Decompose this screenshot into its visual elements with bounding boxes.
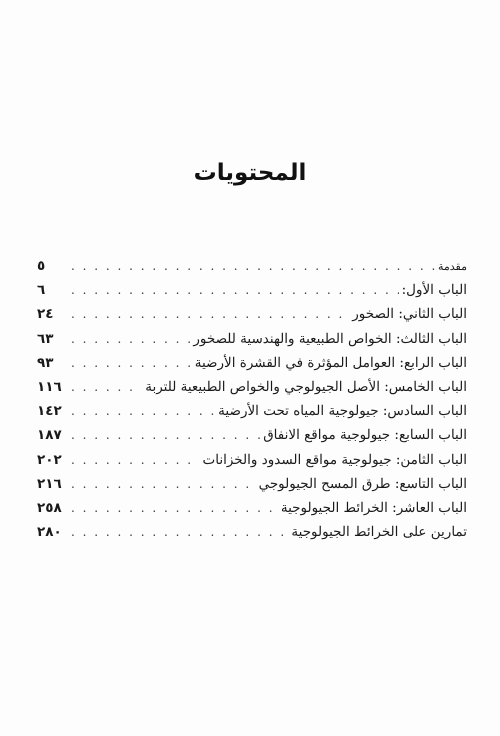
toc-entry-label: الباب العاشر: الخرائط الجيولوجية xyxy=(280,499,467,516)
toc-row xyxy=(37,423,467,447)
toc-entry-label: تمارين على الخرائط الجيولوجية xyxy=(291,524,467,541)
toc-page-number: ١٨٧ xyxy=(37,427,62,444)
toc-entry-label: الباب الثالث: الخواص الطبيعية والهندسية للصخور xyxy=(193,330,467,347)
dot-leader xyxy=(71,375,142,399)
toc-entry-label: الباب الرابع: العوامل المؤثرة في القشرة الأرضية xyxy=(194,354,467,371)
toc-row xyxy=(37,472,467,496)
toc-page-number: ٢٥٨ xyxy=(37,499,62,516)
toc-page-number: ٦٣ xyxy=(37,330,54,347)
toc-page-number: ٢٨٠ xyxy=(37,524,62,541)
toc-entry-label: الباب السادس: جيولوجية المياه تحت الأرضية xyxy=(218,403,467,420)
toc-row xyxy=(37,520,467,544)
toc-entry-label: الباب الثاني: الصخور xyxy=(352,306,467,323)
toc-entry-label: الباب التاسع: طرق المسح الجيولوجي xyxy=(258,475,467,492)
dot-leader xyxy=(71,520,288,544)
toc-row xyxy=(37,496,467,520)
toc-row xyxy=(37,254,467,278)
toc-entry-label: الباب الأول: xyxy=(401,282,467,299)
toc-row xyxy=(37,375,467,399)
toc-page-number: ٩٣ xyxy=(37,354,54,371)
toc-entry-label: الباب السابع: جيولوجية مواقع الانفاق xyxy=(263,427,467,444)
dot-leader xyxy=(71,496,278,520)
dot-leader xyxy=(71,254,435,278)
dot-leader xyxy=(71,448,200,472)
toc-row xyxy=(37,278,467,302)
toc-row xyxy=(37,302,467,326)
toc-page-number: ٢١٦ xyxy=(37,475,62,492)
dot-leader xyxy=(71,302,349,326)
toc-row xyxy=(37,399,467,423)
dot-leader xyxy=(71,278,399,302)
dot-leader xyxy=(71,472,256,496)
page-title: المحتويات xyxy=(193,160,307,186)
dot-leader xyxy=(71,327,190,351)
table-of-contents xyxy=(37,254,467,544)
toc-row xyxy=(37,351,467,375)
dot-leader xyxy=(71,423,260,447)
toc-entry-label: الباب الخامس: الأصل الجيولوجي والخواص الطبيعية للتربة xyxy=(145,378,467,395)
dot-leader xyxy=(71,351,192,375)
toc-page-number: ٢٤ xyxy=(37,306,54,323)
toc-page-number: ١١٦ xyxy=(37,378,62,395)
toc-entry-label: الباب الثامن: جيولوجية مواقع السدود والخزانات xyxy=(202,451,467,468)
toc-page-number: ٦ xyxy=(37,282,46,299)
toc-row xyxy=(37,448,467,472)
toc-row xyxy=(37,327,467,351)
toc-page-number: ٢٠٢ xyxy=(37,451,62,468)
toc-page-number: ١٤٢ xyxy=(37,403,62,420)
toc-entry-label: مقدمة xyxy=(437,260,467,273)
toc-page-number: ٥ xyxy=(37,258,46,274)
dot-leader xyxy=(71,399,215,423)
